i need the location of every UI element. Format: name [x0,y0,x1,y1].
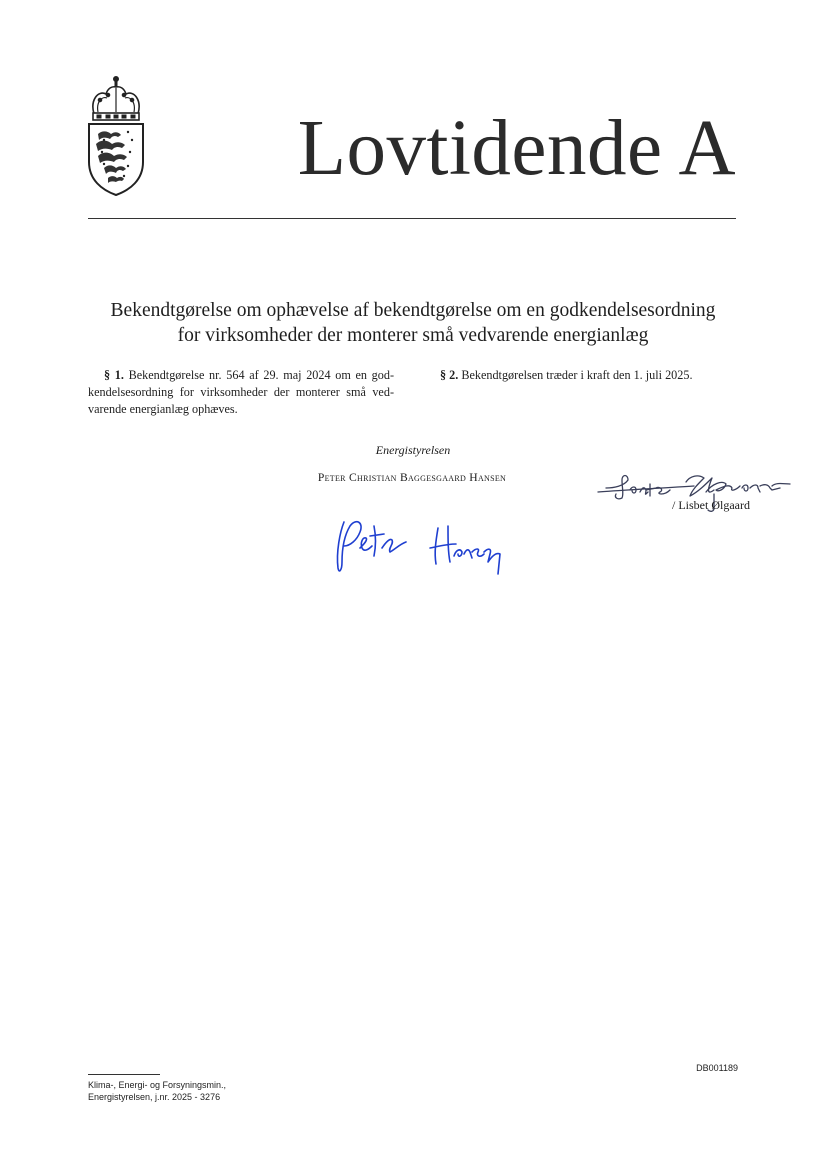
footnote-line-1: Klima-, Energi- og Forsyningsmin., [88,1080,227,1090]
masthead-divider [88,218,736,219]
second-signer-name: / Lisbet Ølgaard [672,498,750,512]
section-2-text: Bekendtgørelsen træder i kraft den 1. juli 2025. [461,368,693,382]
section-1-text-line-1: Bekendtgørelse nr. 564 af 29. maj 2024 om en god- [128,368,394,382]
masthead-title: Lovtidende A [297,105,736,192]
document-code: DB001189 [696,1063,738,1073]
section-1-line-1 [88,367,394,384]
section-1-number: § 1. [104,368,124,382]
section-1-line-3: varende energianlæg ophæves. [88,402,238,416]
document-title-line-1: Bekendtgørelse om ophævelse af bekendtgørelse om en godkendelsesordning [110,300,716,321]
document-title [60,298,766,348]
footnote [88,1079,348,1103]
section-2-number: § 2. [440,368,459,382]
danish-coat-of-arms-icon [84,74,148,198]
document-title-line-2: for virksomheder der monterer små vedvarende energianlæg [177,325,649,346]
section-2-paragraph [440,367,740,384]
footnote-line-2: Energistyrelsen, j.nr. 2025 - 3276 [88,1092,221,1102]
footnote-divider [88,1074,160,1075]
issuing-agency: Energistyrelsen [375,443,451,457]
section-1-paragraph [88,367,394,418]
handwritten-signature-hansen [330,512,510,580]
section-1-line-2: kendelsesordning for virksomheder der monterer små ved- [88,385,394,399]
signer-name: Peter Christian Baggesgaard Hansen [317,471,507,484]
